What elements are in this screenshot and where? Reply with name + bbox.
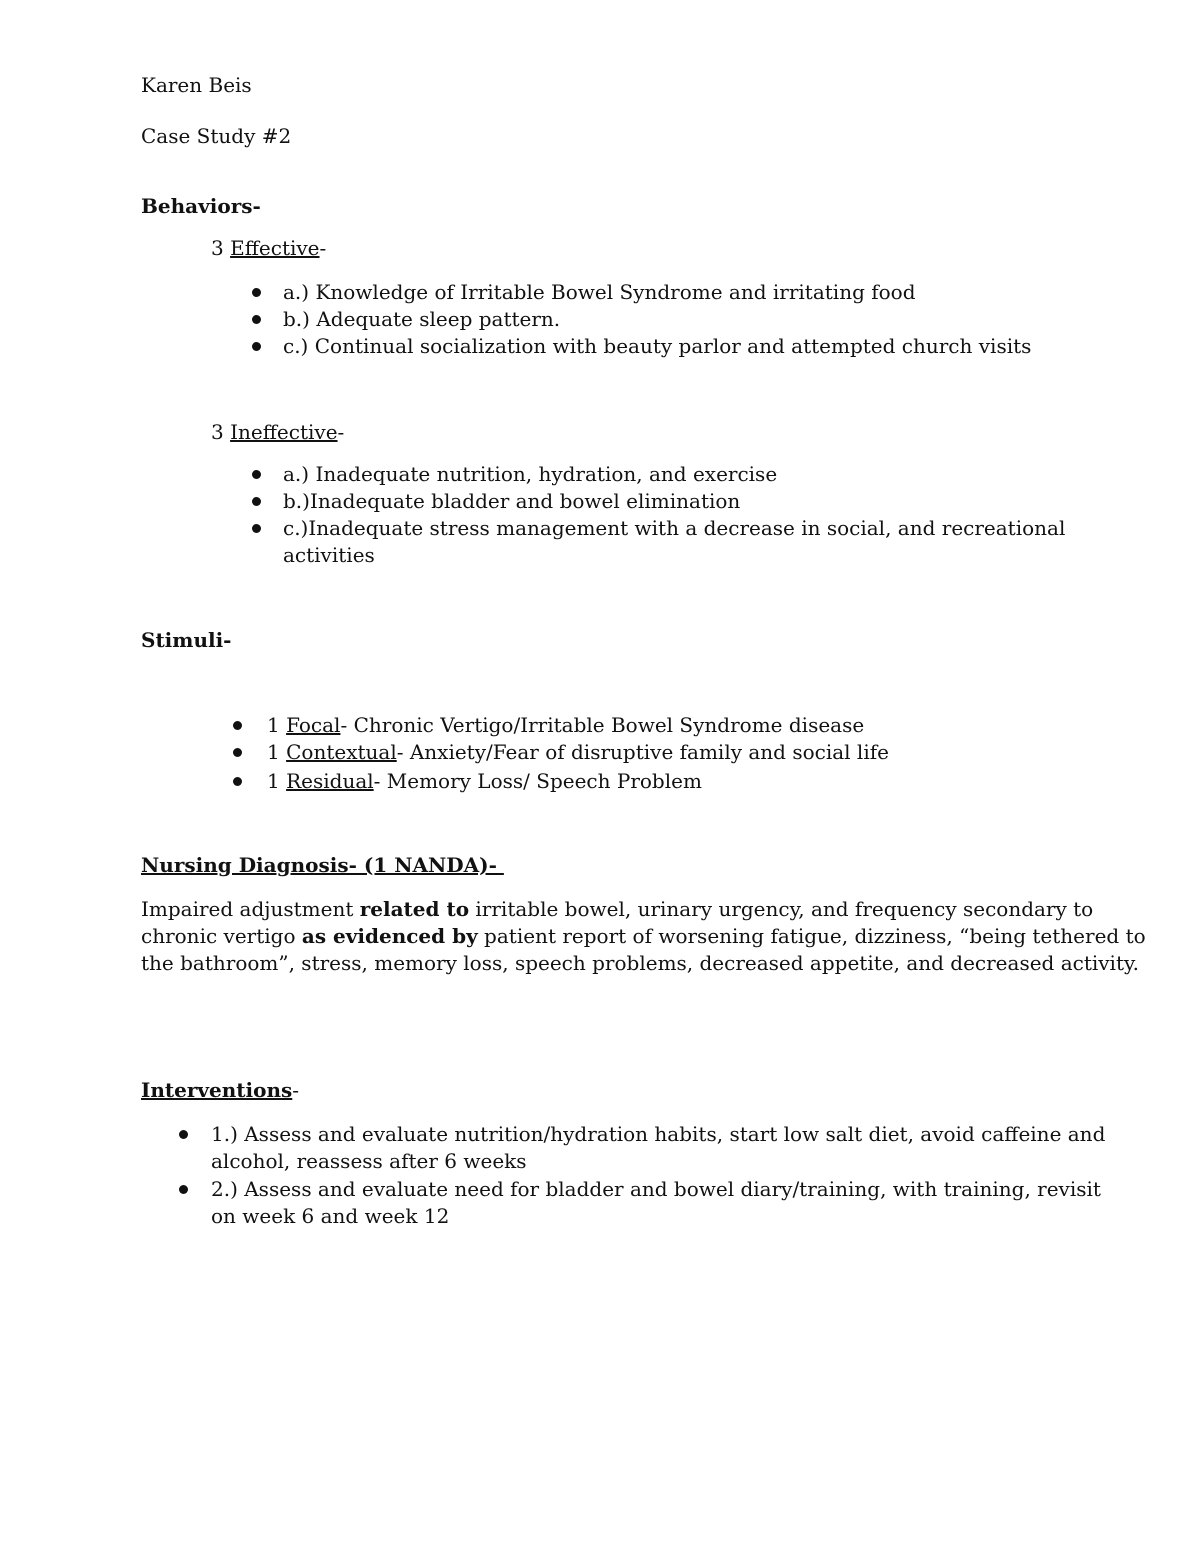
diagnosis-text: irritable bowel, urinary urgency, and frequency secondary to xyxy=(469,897,1094,921)
stimuli-count: 1 xyxy=(267,713,287,737)
effective-suffix: - xyxy=(319,236,327,260)
diagnosis-text: patient report of worsening fatigue, dizziness, “being tethered to xyxy=(477,924,1146,948)
bullet-icon xyxy=(252,470,261,479)
diagnosis-heading: Nursing Diagnosis- (1 NANDA)- xyxy=(141,853,504,877)
stimuli-label: Focal xyxy=(286,713,341,737)
stimuli-count: 1 xyxy=(267,769,287,793)
author-name: Karen Beis xyxy=(141,73,252,97)
ineffective-item-b: b.)Inadequate bladder and bowel elimination xyxy=(283,489,741,513)
ineffective-suffix: - xyxy=(337,420,345,444)
diagnosis-keyword: as evidenced by xyxy=(301,924,478,948)
bullet-icon xyxy=(252,315,261,324)
ineffective-item-c-continued: activities xyxy=(283,543,375,567)
bullet-icon xyxy=(179,1130,188,1139)
intervention-2-line-1: 2.) Assess and evaluate need for bladder and bowel diary/training, with training, revisit xyxy=(211,1177,1101,1201)
stimuli-heading: Stimuli- xyxy=(141,628,232,652)
stimuli-item-residual xyxy=(267,768,702,795)
case-title: Case Study #2 xyxy=(141,124,292,148)
bullet-icon xyxy=(233,777,242,786)
stimuli-item-contextual xyxy=(267,739,889,766)
ineffective-item-c: c.)Inadequate stress management with a decrease in social, and recreational xyxy=(283,516,1066,540)
interventions-suffix: - xyxy=(292,1078,300,1102)
bullet-icon xyxy=(233,748,242,757)
diagnosis-text: Impaired adjustment xyxy=(141,897,360,921)
effective-subheading xyxy=(211,235,326,262)
stimuli-text: - Memory Loss/ Speech Problem xyxy=(373,769,702,793)
stimuli-label: Contextual xyxy=(286,740,397,764)
interventions-heading xyxy=(141,1077,299,1104)
bullet-icon xyxy=(252,497,261,506)
bullet-icon xyxy=(252,342,261,351)
diagnosis-keyword: related to xyxy=(359,897,470,921)
effective-item-b: b.) Adequate sleep pattern. xyxy=(283,307,561,331)
diagnosis-line-3: the bathroom”, stress, memory loss, speech problems, decreased appetite, and decreased activity. xyxy=(141,951,1139,975)
intervention-1-line-2: alcohol, reassess after 6 weeks xyxy=(211,1149,527,1173)
bullet-icon xyxy=(179,1185,188,1194)
intervention-1-line-1: 1.) Assess and evaluate nutrition/hydration habits, start low salt diet, avoid caffeine and xyxy=(211,1122,1106,1146)
effective-label: Effective xyxy=(230,236,320,260)
bullet-icon xyxy=(252,288,261,297)
bullet-icon xyxy=(233,721,242,730)
interventions-heading-text: Interventions xyxy=(141,1078,293,1102)
effective-count: 3 xyxy=(211,236,231,260)
stimuli-count: 1 xyxy=(267,740,287,764)
effective-item-a: a.) Knowledge of Irritable Bowel Syndrome and irritating food xyxy=(283,280,916,304)
stimuli-item-focal xyxy=(267,712,864,739)
diagnosis-line-1 xyxy=(141,896,1093,923)
effective-item-c: c.) Continual socialization with beauty parlor and attempted church visits xyxy=(283,334,1032,358)
stimuli-text: - Anxiety/Fear of disruptive family and social life xyxy=(396,740,889,764)
diagnosis-line-2 xyxy=(141,923,1146,950)
ineffective-item-a: a.) Inadequate nutrition, hydration, and exercise xyxy=(283,462,778,486)
ineffective-label: Ineffective xyxy=(230,420,338,444)
stimuli-label: Residual xyxy=(286,769,374,793)
stimuli-text: - Chronic Vertigo/Irritable Bowel Syndrome disease xyxy=(340,713,865,737)
behaviors-heading: Behaviors- xyxy=(141,194,261,218)
ineffective-subheading xyxy=(211,419,344,446)
intervention-2-line-2: on week 6 and week 12 xyxy=(211,1204,450,1228)
ineffective-count: 3 xyxy=(211,420,231,444)
diagnosis-text: chronic vertigo xyxy=(141,924,302,948)
bullet-icon xyxy=(252,524,261,533)
